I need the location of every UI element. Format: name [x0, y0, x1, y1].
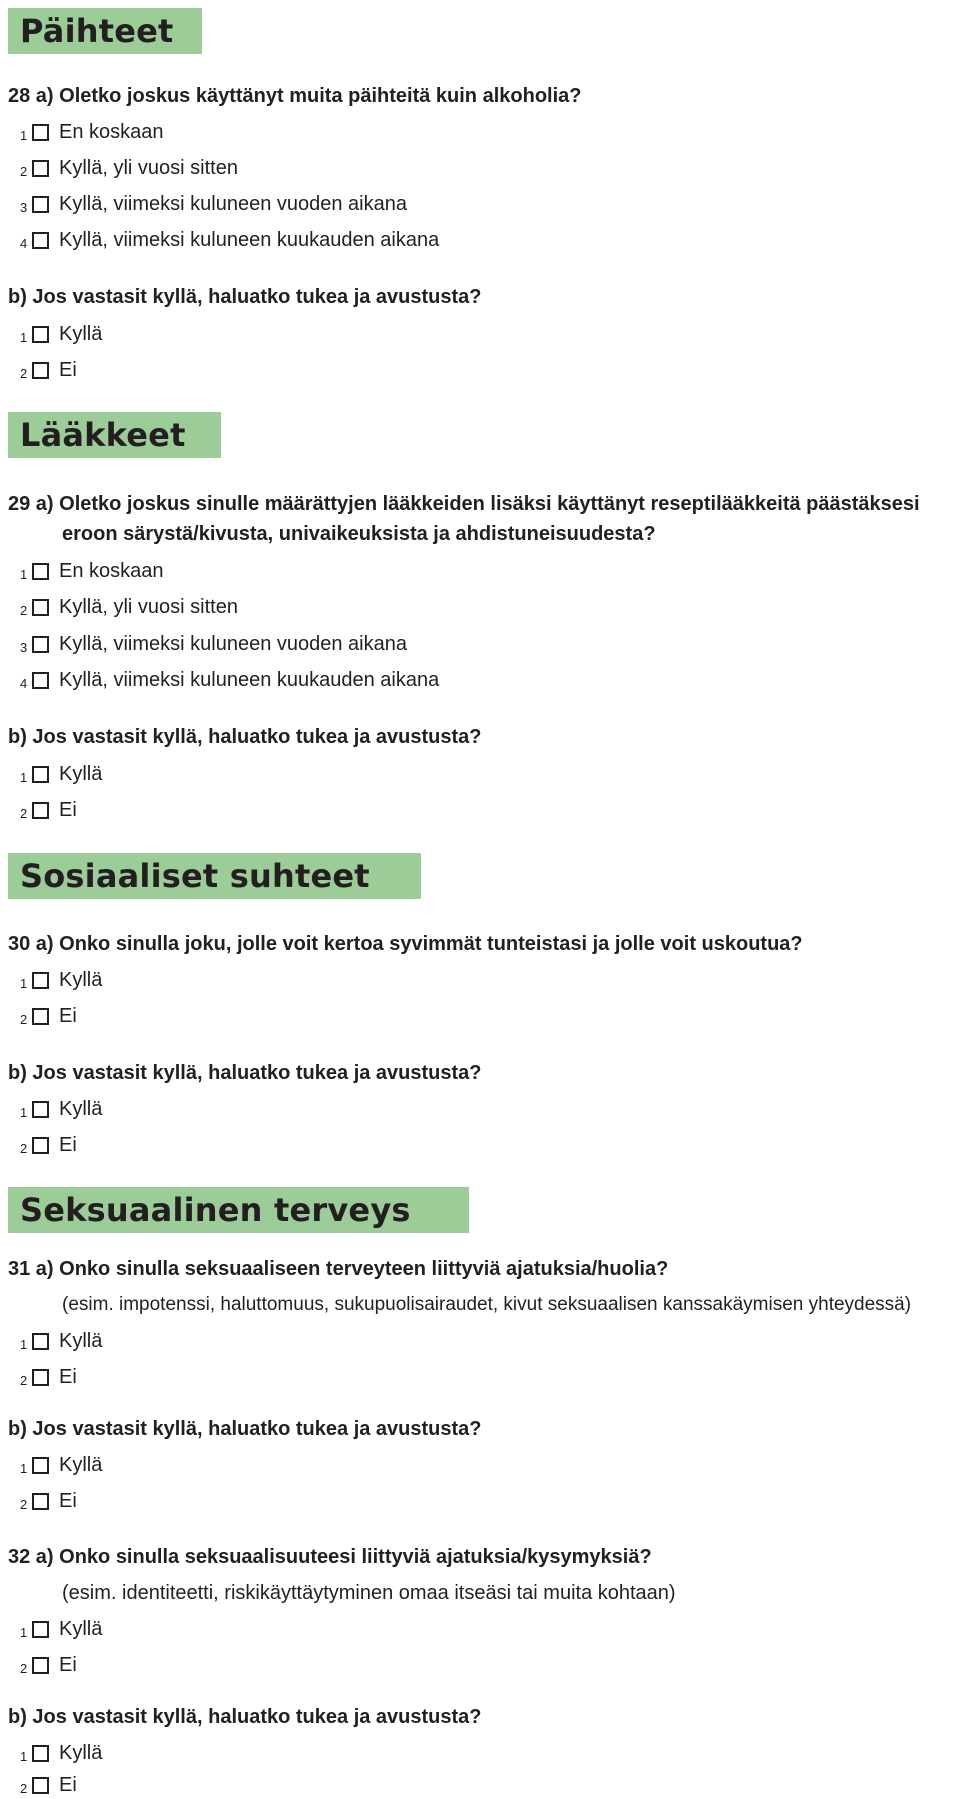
q31b-option-2[interactable] — [20, 1489, 77, 1513]
option-number: 2 — [20, 602, 28, 618]
question-31a-note: (esim. impotenssi, haluttomuus, sukupuolisairaudet, kivut seksuaalisen kanssakäymisen yhteydessä) — [62, 1294, 912, 1315]
option-label: En koskaan — [59, 120, 164, 143]
q29b-option-1[interactable] — [20, 762, 102, 786]
checkbox-icon[interactable] — [32, 766, 49, 783]
section-title: Päihteet — [20, 12, 174, 50]
option-label: Kyllä — [59, 1617, 103, 1640]
section-heading-sosiaaliset-suhteet — [8, 853, 421, 899]
checkbox-icon[interactable] — [32, 362, 49, 379]
checkbox-icon[interactable] — [32, 1333, 49, 1350]
q29a-option-1[interactable] — [20, 559, 164, 583]
q32b-option-2[interactable] — [20, 1773, 77, 1797]
option-label: Kyllä, yli vuosi sitten — [59, 156, 238, 179]
q30b-option-2[interactable] — [20, 1133, 77, 1157]
q28b-option-2[interactable] — [20, 358, 77, 382]
q30a-option-2[interactable] — [20, 1004, 77, 1028]
q29a-option-4[interactable] — [20, 668, 439, 692]
option-number: 4 — [20, 675, 28, 691]
option-label: Kyllä — [59, 322, 103, 345]
option-label: Ei — [59, 1133, 77, 1156]
q28a-option-1[interactable] — [20, 120, 164, 144]
section-title: Sosiaaliset suhteet — [20, 857, 370, 895]
q29b-option-2[interactable] — [20, 798, 77, 822]
section-title: Lääkkeet — [20, 416, 186, 454]
option-number: 1 — [20, 127, 28, 143]
section-heading-seksuaalinen-terveys — [8, 1187, 469, 1233]
question-29b: b) Jos vastasit kyllä, haluatko tukea ja avustusta? — [8, 726, 482, 748]
checkbox-icon[interactable] — [32, 672, 49, 689]
option-label: Kyllä — [59, 1329, 103, 1352]
option-number: 2 — [20, 365, 28, 381]
checkbox-icon[interactable] — [32, 599, 49, 616]
q31a-option-1[interactable] — [20, 1329, 102, 1353]
checkbox-icon[interactable] — [32, 1493, 49, 1510]
q31b-option-1[interactable] — [20, 1453, 102, 1477]
checkbox-icon[interactable] — [32, 1101, 49, 1118]
q28a-option-4[interactable] — [20, 228, 439, 252]
question-32a-note: (esim. identiteetti, riskikäyttäytyminen omaa itseäsi tai muita kohtaan) — [62, 1582, 676, 1604]
option-label: Kyllä — [59, 762, 103, 785]
option-number: 2 — [20, 805, 28, 821]
option-number: 1 — [20, 566, 28, 582]
option-label: Kyllä — [59, 968, 103, 991]
checkbox-icon[interactable] — [32, 802, 49, 819]
q31a-option-2[interactable] — [20, 1365, 77, 1389]
checkbox-icon[interactable] — [32, 1657, 49, 1674]
q30a-option-1[interactable] — [20, 968, 102, 992]
checkbox-icon[interactable] — [32, 972, 49, 989]
option-number: 4 — [20, 235, 28, 251]
checkbox-icon[interactable] — [32, 636, 49, 653]
option-number: 1 — [20, 1624, 28, 1640]
q32b-option-1[interactable] — [20, 1741, 102, 1765]
option-number: 2 — [20, 1372, 28, 1388]
option-label: Kyllä, viimeksi kuluneen vuoden aikana — [59, 632, 407, 655]
option-label: Ei — [59, 1773, 77, 1796]
checkbox-icon[interactable] — [32, 160, 49, 177]
option-number: 1 — [20, 1748, 28, 1764]
option-label: Kyllä — [59, 1097, 103, 1120]
section-title: Seksuaalinen terveys — [20, 1191, 411, 1229]
checkbox-icon[interactable] — [32, 1008, 49, 1025]
checkbox-icon[interactable] — [32, 1621, 49, 1638]
option-number: 1 — [20, 769, 28, 785]
q30b-option-1[interactable] — [20, 1097, 102, 1121]
question-29a-line1: 29 a) Oletko joskus sinulle määrättyjen lääkkeiden lisäksi käyttänyt reseptilääkkeitä päästäksesi — [8, 493, 920, 515]
option-number: 3 — [20, 639, 28, 655]
question-28b: b) Jos vastasit kyllä, haluatko tukea ja avustusta? — [8, 286, 482, 308]
question-29a-line2: eroon särystä/kivusta, univaikeuksista ja ahdistuneisuudesta? — [62, 523, 656, 545]
option-number: 2 — [20, 1496, 28, 1512]
question-31b: b) Jos vastasit kyllä, haluatko tukea ja avustusta? — [8, 1418, 482, 1440]
option-number: 3 — [20, 199, 28, 215]
checkbox-icon[interactable] — [32, 1369, 49, 1386]
question-28a: 28 a) Oletko joskus käyttänyt muita päihteitä kuin alkoholia? — [8, 85, 582, 107]
option-number: 2 — [20, 1660, 28, 1676]
option-number: 2 — [20, 1780, 28, 1796]
checkbox-icon[interactable] — [32, 124, 49, 141]
option-number: 2 — [20, 1011, 28, 1027]
option-label: Ei — [59, 1004, 77, 1027]
option-label: Ei — [59, 1365, 77, 1388]
question-31a: 31 a) Onko sinulla seksuaaliseen terveyteen liittyviä ajatuksia/huolia? — [8, 1258, 669, 1280]
question-32b: b) Jos vastasit kyllä, haluatko tukea ja avustusta? — [8, 1706, 482, 1728]
option-label: Kyllä — [59, 1741, 103, 1764]
question-32a: 32 a) Onko sinulla seksuaalisuuteesi liittyviä ajatuksia/kysymyksiä? — [8, 1546, 652, 1568]
option-number: 1 — [20, 329, 28, 345]
section-heading-paihteet — [8, 8, 202, 54]
option-number: 1 — [20, 1336, 28, 1352]
q32a-option-2[interactable] — [20, 1653, 77, 1677]
option-label: Kyllä, viimeksi kuluneen vuoden aikana — [59, 192, 407, 215]
question-30b: b) Jos vastasit kyllä, haluatko tukea ja avustusta? — [8, 1062, 482, 1084]
q29a-option-3[interactable] — [20, 632, 407, 656]
checkbox-icon[interactable] — [32, 1137, 49, 1154]
option-label: Kyllä, viimeksi kuluneen kuukauden aikana — [59, 228, 440, 251]
checkbox-icon[interactable] — [32, 232, 49, 249]
option-number: 2 — [20, 1140, 28, 1156]
q32a-option-1[interactable] — [20, 1617, 102, 1641]
option-label: Kyllä — [59, 1453, 103, 1476]
option-label: Ei — [59, 798, 77, 821]
option-label: Ei — [59, 358, 77, 381]
option-number: 2 — [20, 163, 28, 179]
option-label: Ei — [59, 1653, 77, 1676]
option-label: Ei — [59, 1489, 77, 1512]
option-number: 1 — [20, 1104, 28, 1120]
option-label: Kyllä, viimeksi kuluneen kuukauden aikana — [59, 668, 440, 691]
checkbox-icon[interactable] — [32, 196, 49, 213]
checkbox-icon[interactable] — [32, 1745, 49, 1762]
checkbox-icon[interactable] — [32, 563, 49, 580]
option-number: 1 — [20, 1460, 28, 1476]
q28a-option-3[interactable] — [20, 192, 407, 216]
checkbox-icon[interactable] — [32, 1777, 49, 1794]
q29a-option-2[interactable] — [20, 595, 238, 619]
checkbox-icon[interactable] — [32, 326, 49, 343]
section-heading-laakkeet — [8, 412, 221, 458]
q28a-option-2[interactable] — [20, 156, 238, 180]
q28b-option-1[interactable] — [20, 322, 102, 346]
question-30a: 30 a) Onko sinulla joku, jolle voit kertoa syvimmät tunteistasi ja jolle voit uskoutua? — [8, 933, 803, 955]
option-label: Kyllä, yli vuosi sitten — [59, 595, 238, 618]
option-label: En koskaan — [59, 559, 164, 582]
checkbox-icon[interactable] — [32, 1457, 49, 1474]
option-number: 1 — [20, 975, 28, 991]
